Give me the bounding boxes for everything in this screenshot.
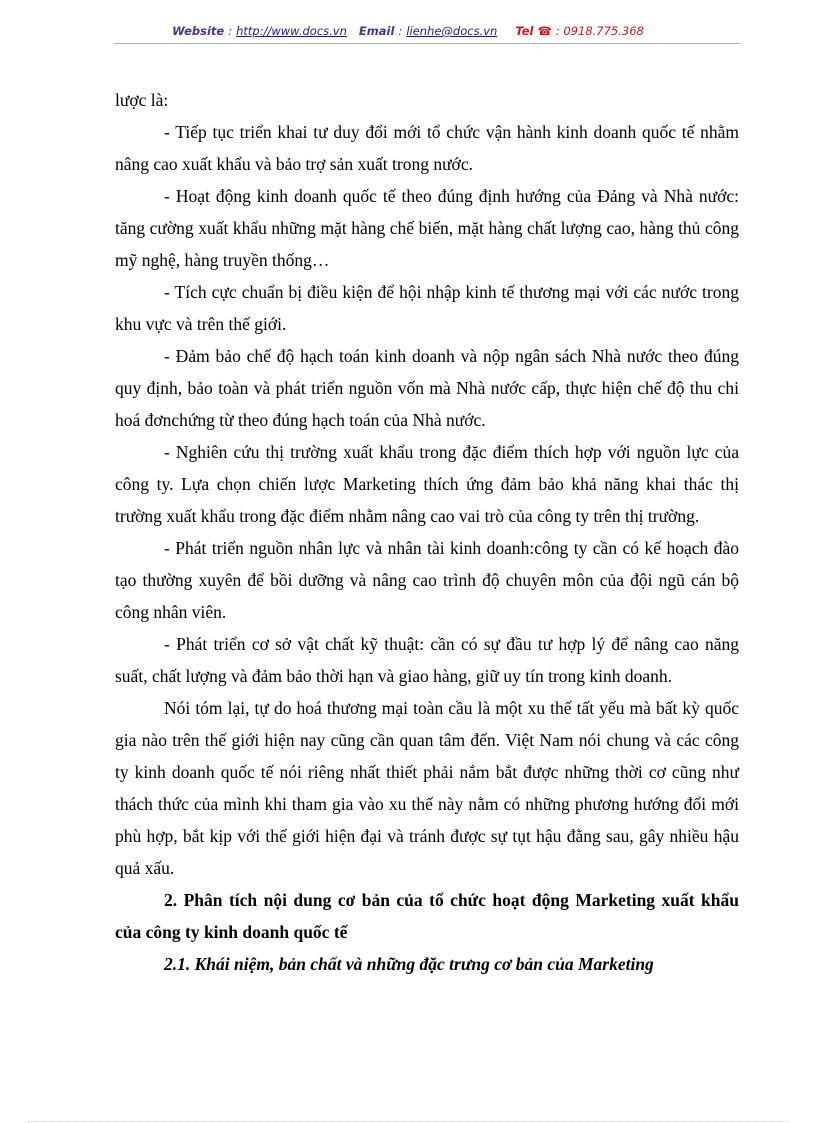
website-label: Website [172,24,225,38]
phone-icon: ☎ [537,24,552,38]
paragraph: - Phát triển cơ sở vật chất kỹ thuật: cần có sự đầu tư hợp lý để nâng cao năng suất, chất lượng và đảm bảo thời hạn và giao hàng, giữ uy tín trong kinh doanh. [115,634,739,686]
email-separator: : [398,24,403,38]
paragraph: - Hoạt động kinh doanh quốc tế theo đúng định hướng của Đảng và Nhà nước: tăng cường xuất khẩu những mặt hàng chế biến, mặt hàng chất lượng cao, hàng thủ công mỹ nghệ, hàng truyền thống… [115,186,739,270]
page-header [0,24,816,38]
paragraph: - Tích cực chuẩn bị điều kiện để hội nhập kinh tế thương mại với các nước trong khu vực và trên thế giới. [115,282,739,334]
tel-value: : 0918.775.368 [555,24,644,38]
website-link[interactable]: http://www.docs.vn [236,24,347,38]
tel-label: Tel [515,24,534,38]
header-divider [114,43,740,44]
section-heading: 2. Phân tích nội dung cơ bản của tổ chức hoạt động Marketing xuất khẩu của công ty kinh doanh quốc tế [115,890,739,942]
paragraph: Nói tóm lại, tự do hoá thương mại toàn cầu là một xu thế tất yếu mà bất kỳ quốc gia nào trên thế giới hiện nay cũng cần quan tâm đến. Việt Nam nói chung và các công ty kinh doanh quốc tế nói riêng nhất thiết phải nắm bắt được những thời cơ cũng như thách thức của mình khi tham gia vào xu thế này nằm có những phương hướng đổi mới phù hợp, bắt kịp với thế giới hiện đại và tránh được sự tụt hậu đằng sau, gây nhiều hậu quả xấu. [115,698,739,878]
subsection-heading: 2.1. Khái niệm, bản chất và những đặc trưng cơ bản của Marketing [164,954,654,974]
footer-divider [28,1121,788,1122]
paragraph: lược là: [115,90,169,110]
paragraph: - Đảm bảo chế độ hạch toán kinh doanh và nộp ngân sách Nhà nước theo đúng quy định, bảo toàn và phát triển nguồn vốn mà Nhà nước cấp, thực hiện chế độ thu chi hoá đơnchứng từ theo đúng hạch toán của Nhà nước. [115,346,739,430]
paragraph: - Phát triển nguồn nhân lực và nhân tài kinh doanh:công ty cần có kế hoạch đào tạo thường xuyên để bồi dưỡng và nâng cao trình độ chuyên môn của đội ngũ cán bộ công nhân viên. [115,538,739,622]
paragraph: - Tiếp tục triển khai tư duy đổi mới tổ chức vận hành kinh doanh quốc tế nhằm nâng cao xuất khẩu và bảo trợ sản xuất trong nước. [115,122,739,174]
email-label: Email [358,24,395,38]
paragraph: - Nghiên cứu thị trường xuất khẩu trong đặc điểm thích hợp với nguồn lực của công ty. Lựa chọn chiến lược Marketing thích ứng đảm bảo khả năng khai thác thị trường xuất khẩu trong đặc điểm nhằm nâng cao vai trò của công ty trên thị trường. [115,442,739,526]
website-separator: : [228,24,233,38]
document-body [115,84,739,980]
email-link[interactable]: lienhe@docs.vn [406,24,498,38]
